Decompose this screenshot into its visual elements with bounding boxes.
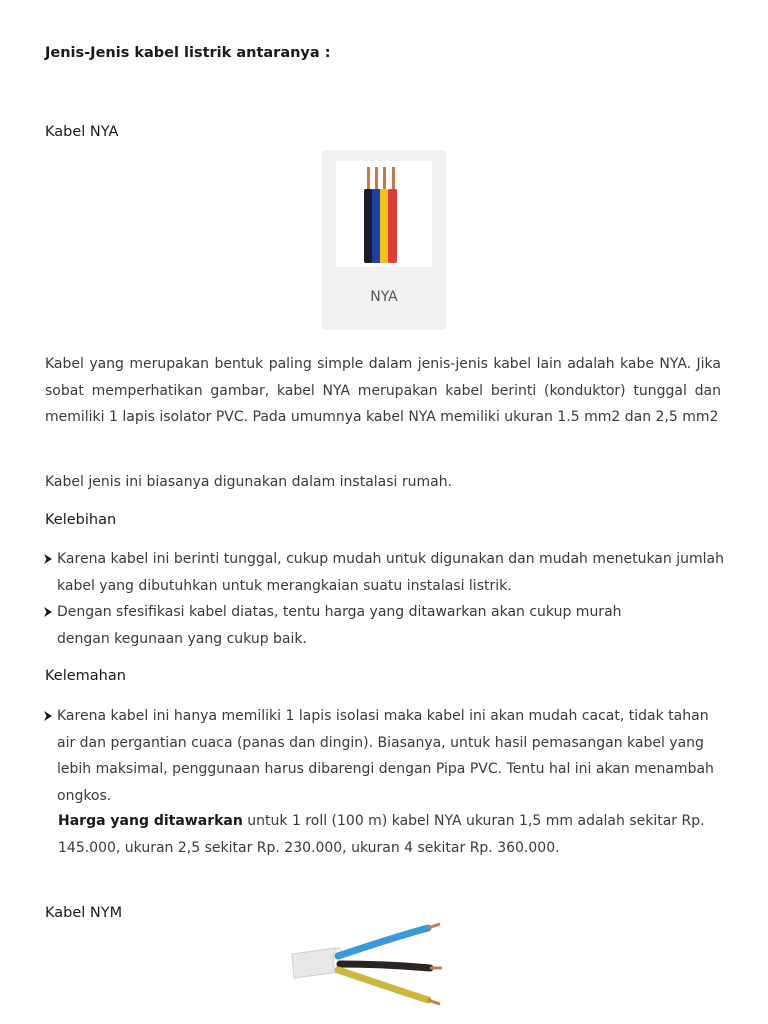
nym-heading: Kabel NYM xyxy=(45,905,123,921)
price-label: Harga yang ditawarkan xyxy=(58,813,243,829)
price-text: untuk 1 roll (100 m) kabel NYA ukuran 1,5 mm adalah sekitar Rp. 145.000, ukuran 2,5 sekitar Rp. 230.000, ukuran 4 sekitar Rp. 360.000. xyxy=(58,813,705,856)
nya-usage: Kabel jenis ini biasanya digunakan dalam instalasi rumah. xyxy=(45,474,453,490)
arrowhead-bullet-icon xyxy=(43,553,53,565)
nya-cable-image xyxy=(336,161,432,267)
price-info xyxy=(58,808,718,861)
nym-cable-image xyxy=(288,918,448,1018)
arrowhead-bullet-icon xyxy=(43,606,53,618)
nya-description: Kabel yang merupakan bentuk paling simple dalam jenis-jenis kabel lain adalah kabe NYA. Jika sobat memperhatikan gambar, kabel NYA merupakan kabel berinti (konduktor) tunggal dan memiliki 1 lapis isolator PVC. Pada umumnya kabel NYA memiliki ukuran 1.5 mm2 dan 2,5 mm2 xyxy=(45,356,721,425)
kelebihan-text-2: Dengan sfesifikasi kabel diatas, tentu harga yang ditawarkan akan cukup murah dengan kegunaan yang cukup baik. xyxy=(57,604,622,647)
kelemahan-heading: Kelemahan xyxy=(45,668,126,684)
kelebihan-item-1 xyxy=(43,546,733,600)
kelebihan-heading: Kelebihan xyxy=(45,512,117,528)
nya-caption: NYA xyxy=(370,289,398,305)
kelebihan-item-2 xyxy=(43,599,733,653)
arrowhead-bullet-icon xyxy=(43,710,53,722)
intro-heading: Jenis-Jenis kabel listrik antaranya : xyxy=(45,45,331,61)
kelebihan-text-1: Karena kabel ini berinti tunggal, cukup mudah untuk digunakan dan mudah menetukan jumlah kabel yang dibutuhkan untuk merangkaian suatu instalasi listrik. xyxy=(57,551,724,594)
kelemahan-item-1 xyxy=(43,703,733,811)
nya-heading: Kabel NYA xyxy=(45,124,119,140)
kelemahan-text-1: Karena kabel ini hanya memiliki 1 lapis isolasi maka kabel ini akan mudah cacat, tidak tahan air dan pergantian cuaca (panas dan dingin). Biasanya, untuk hasil pemasangan kabel yang lebih maksimal, penggunaan harus dibarengi dengan Pipa PVC. Tentu hal ini akan menambah ongkos. xyxy=(57,708,714,804)
nya-figure xyxy=(322,150,446,330)
